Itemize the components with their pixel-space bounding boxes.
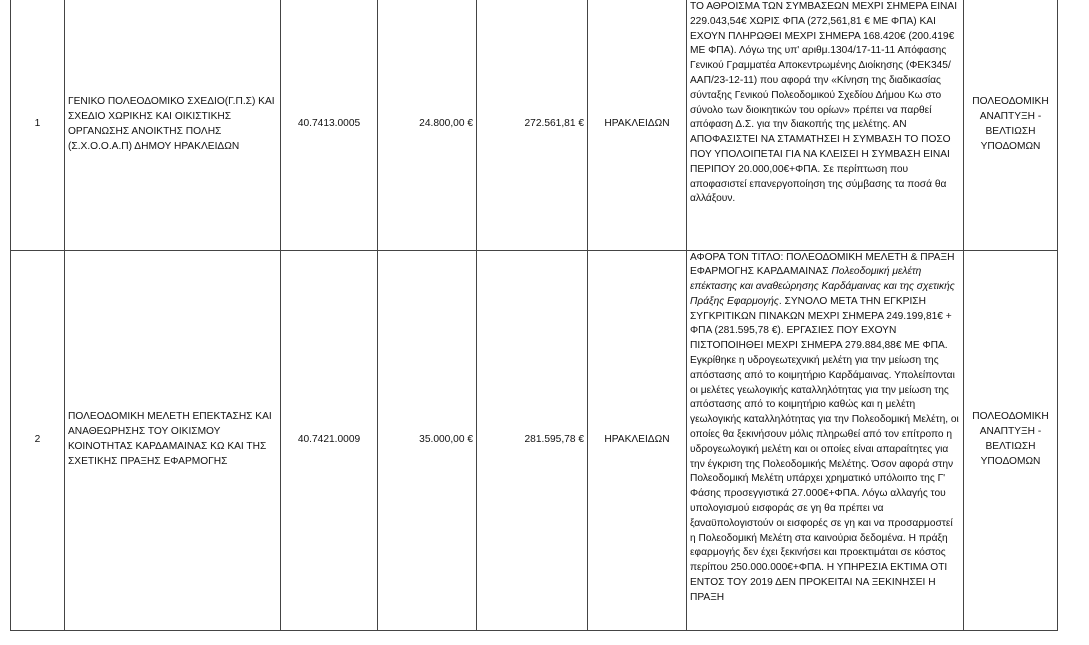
- amount-current: 35.000,00 €: [378, 250, 477, 630]
- budget-code: 40.7413.0005: [281, 0, 378, 250]
- notes-text: . ΣΥΝΟΛΟ ΜΕΤΑ ΤΗΝ ΕΓΚΡΙΣΗ ΣΥΓΚΡΙΤΙΚΩΝ ΠΙΝΑΚΩΝ ΜΕΧΡΙ ΣΗΜΕΡΑ 249.199,81€ + ΦΠΑ (281.595,78 €). ΕΡΓΑΣΙΕΣ ΠΟΥ ΕΧΟΥΝ ΠΙΣΤΟΠΟΙΗΘΕΙ ΜΕΧΡΙ ΣΗΜΕΡΑ 279.884,88€ ΜΕ ΦΠΑ. Εγκρίθηκε η υδρογεωτεχνική μελέτη για την μείωση της απόστασης από το κοιμητήριο Καρδάμαινας. Υπολείπονται οι μελέτες γεωλογικής καταλληλότητας για την μείωση της απόστασης από το κοιμητήριο καθώς και η μελέτη γεωλογικής καταλληλότητας για την Πολεοδομική Μελέτη, οι οποίες θα ξεκινήσουν μόλις πληρωθεί από τον επίτροπο η υδρογεωλογική μελέτη και οι οποίες είναι απαραίτητες για την έγκριση της Πολεοδομικής Μελέτης. Όσον αφορά στην Πολεοδομική Μελέτη υπάρχει χρηματικό υπόλοιπο της Γ' Φάσης προσεγγιστικά 27.000€+ΦΠΑ. Λόγω αλλαγής του υπολογισμού εισφοράς σε γη θα πρέπει να ξαναϋπολογιστούν οι εισφορές σε γη και να προσαρμοστεί η Πολεοδομική Μελέτη στα καινούρια δεδομένα. Η πράξη εφαρμογής δεν έχει ξεκινήσει και προεκτιμάται σε κόστος περίπου 250.000.000€+ΦΠΑ. Η ΥΠΗΡΕΣΙΑ ΕΚΤΙΜΑ ΟΤΙ ΕΝΤΟΣ ΤΟΥ 2019 ΔΕΝ ΠΡΟΚΕΙΤΑΙ ΝΑ ΞΕΚΙΝΗΣΕΙ Η ΠΡΑΞΗ: [690, 295, 959, 603]
- row-number: 1: [11, 0, 65, 250]
- table-row: [11, 0, 1058, 250]
- budget-code: 40.7421.0009: [281, 250, 378, 630]
- municipal-unit: ΗΡΑΚΛΕΙΔΩΝ: [588, 0, 687, 250]
- notes-cell: [687, 0, 964, 250]
- amount-total: 272.561,81 €: [477, 0, 588, 250]
- notes-text-italic: Πολεοδομική μελέτη επέκτασης και αναθεώρησης Καρδάμαινας και της σχετικής Πράξης Εφαρμογής: [690, 266, 955, 307]
- category: ΠΟΛΕΟΔΟΜΙΚΗ ΑΝΑΠΤΥΞΗ - ΒΕΛΤΙΩΣΗ ΥΠΟΔΟΜΩΝ: [964, 0, 1058, 250]
- notes-cell: [687, 250, 964, 630]
- table-row: [11, 250, 1058, 630]
- amount-total: 281.595,78 €: [477, 250, 588, 630]
- notes-text: ΤΟ ΑΘΡΟΙΣΜΑ ΤΩΝ ΣΥΜΒΑΣΕΩΝ ΜΕΧΡΙ ΣΗΜΕΡΑ ΕΙΝΑΙ 229.043,54€ ΧΩΡΙΣ ΦΠΑ (272,561,81 € ΜΕ ΦΠΑ) ΚΑΙ ΕΧΟΥΝ ΠΛΗΡΩΘΕΙ ΜΕΧΡΙ ΣΗΜΕΡΑ 168.420€ (200.419€ ΜΕ ΦΠΑ). Λόγω της υπ' αριθμ.1304/17-11-11 Απόφασης Γενικού Γραμματέα Αποκεντρωμένης Διοίκησης (ΦΕΚ345/ΑΑΠ/23-12-11) που αφορά την «Κίνηση της διαδικασίας σύνταξης Γενικού Πολεοδομικού Σχεδίου Δήμου Κω στο σύνολο των διοικητικών του ορίων» πρέπει να παρθεί απόφαση Δ.Σ. για την διακοπής της μελέτης. ΑΝ ΑΠΟΦΑΣΙΣΤΕΙ ΝΑ ΣΤΑΜΑΤΗΣΕΙ Η ΣΥΜΒΑΣΗ ΤΟ ΠΟΣΟ ΠΟΥ ΥΠΟΛΟΙΠΕΤΑΙ ΓΙΑ ΝΑ ΚΛΕΙΣΕΙ Η ΣΥΜΒΑΣΗ ΕΙΝΑΙ ΠΕΡΙΠΟΥ 20.000,00€+ΦΠΑ. Σε περίπτωση που αποφασιστεί επανεργοποίηση της σύμβασης τα ποσά θα αλλάξουν.: [690, 1, 958, 205]
- notes-text: ΑΦΟΡΑ ΤΟΝ ΤΙΤΛΟ: ΠΟΛΕΟΔΟΜΙΚΗ ΜΕΛΕΤΗ & ΠΡΑΞΗ ΕΦΑΡΜΟΓΗΣ ΚΑΡΔΑΜΑΙΝΑΣ: [690, 251, 955, 278]
- row-number: 2: [11, 250, 65, 630]
- category: ΠΟΛΕΟΔΟΜΙΚΗ ΑΝΑΠΤΥΞΗ - ΒΕΛΤΙΩΣΗ ΥΠΟΔΟΜΩΝ: [964, 250, 1058, 630]
- project-title: ΠΟΛΕΟΔΟΜΙΚΗ ΜΕΛΕΤΗ ΕΠΕΚΤΑΣΗΣ ΚΑΙ ΑΝΑΘΕΩΡΗΣΗΣ ΤΟΥ ΟΙΚΙΣΜΟΥ ΚΟΙΝΟΤΗΤΑΣ ΚΑΡΔΑΜΑΙΝΑΣ ΚΩ ΚΑΙ ΤΗΣ ΣΧΕΤΙΚΗΣ ΠΡΑΞΗΣ ΕΦΑΡΜΟΓΗΣ: [65, 250, 281, 630]
- project-title: ΓΕΝΙΚΟ ΠΟΛΕΟΔΟΜΙΚΟ ΣΧΕΔΙΟ(Γ.Π.Σ) ΚΑΙ ΣΧΕΔΙΟ ΧΩΡΙΚΗΣ ΚΑΙ ΟΙΚΙΣΤΙΚΗΣ ΟΡΓΑΝΩΣΗΣ ΑΝΟΙΚΤΗΣ ΠΟΛΗΣ (Σ.Χ.Ο.Ο.Α.Π) ΔΗΜΟΥ ΗΡΑΚΛΕΙΔΩΝ: [65, 0, 281, 250]
- municipal-unit: ΗΡΑΚΛΕΙΔΩΝ: [588, 250, 687, 630]
- projects-table: [10, 0, 1058, 631]
- amount-current: 24.800,00 €: [378, 0, 477, 250]
